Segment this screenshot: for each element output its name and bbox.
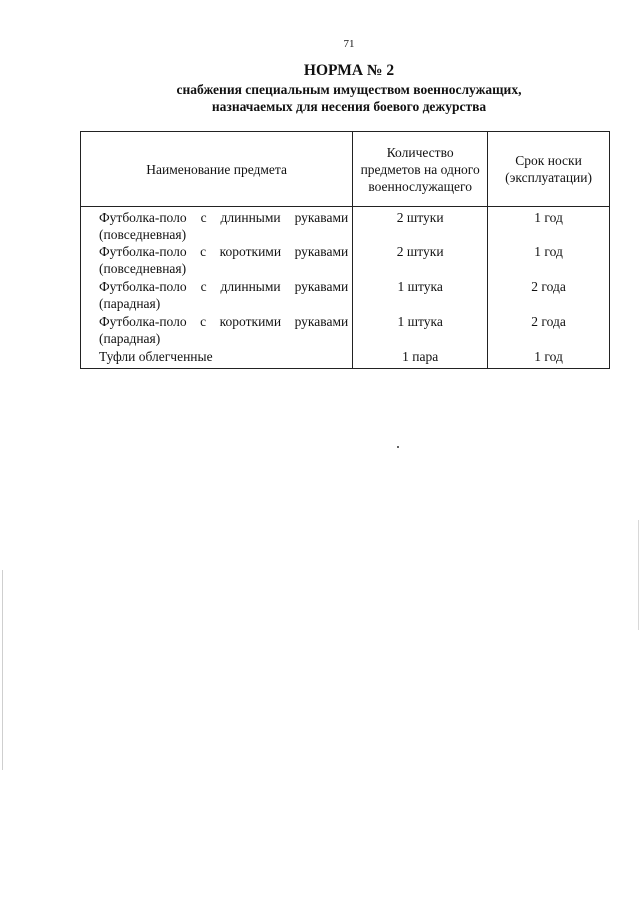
scan-edge-line-right bbox=[638, 520, 639, 630]
item-name: Туфли облегченные bbox=[81, 348, 353, 368]
document-subtitle-line-1: снабжения специальным имуществом военнослужащих, bbox=[176, 82, 522, 97]
scan-speck bbox=[397, 446, 399, 448]
header-wear-term: Срок носки (эксплуатации) bbox=[488, 132, 610, 207]
item-name: Футболка-поло с длинными рукавами (парадная) bbox=[81, 278, 353, 313]
item-quantity: 1 штука bbox=[353, 313, 488, 348]
item-name: Футболка-поло с короткими рукавами (повседневная) bbox=[81, 243, 353, 278]
item-term: 1 год bbox=[488, 207, 610, 244]
table-row bbox=[81, 207, 610, 244]
table-row bbox=[81, 313, 610, 348]
table-row bbox=[81, 243, 610, 278]
document-title: НОРМА № 2 bbox=[303, 62, 395, 79]
item-term: 2 года bbox=[488, 278, 610, 313]
document-subtitle-line-2: назначаемых для несения боевого дежурства bbox=[211, 99, 487, 114]
item-term: 1 год bbox=[488, 348, 610, 368]
scan-edge-line bbox=[2, 570, 3, 770]
table-row bbox=[81, 278, 610, 313]
item-quantity: 2 штуки bbox=[353, 243, 488, 278]
item-quantity: 1 пара bbox=[353, 348, 488, 368]
header-quantity: Количество предметов на одного военнослужащего bbox=[353, 132, 488, 207]
header-item-name: Наименование предмета bbox=[81, 132, 353, 207]
item-name: Футболка-поло с короткими рукавами (парадная) bbox=[81, 313, 353, 348]
item-quantity: 2 штуки bbox=[353, 207, 488, 244]
table-row bbox=[81, 348, 610, 368]
supply-norm-table bbox=[80, 131, 610, 369]
item-term: 2 года bbox=[488, 313, 610, 348]
table-header-row bbox=[81, 132, 610, 207]
item-term: 1 год bbox=[488, 243, 610, 278]
page-number: 71 bbox=[343, 38, 355, 50]
item-name: Футболка-поло с длинными рукавами (повседневная) bbox=[81, 207, 353, 244]
item-quantity: 1 штука bbox=[353, 278, 488, 313]
